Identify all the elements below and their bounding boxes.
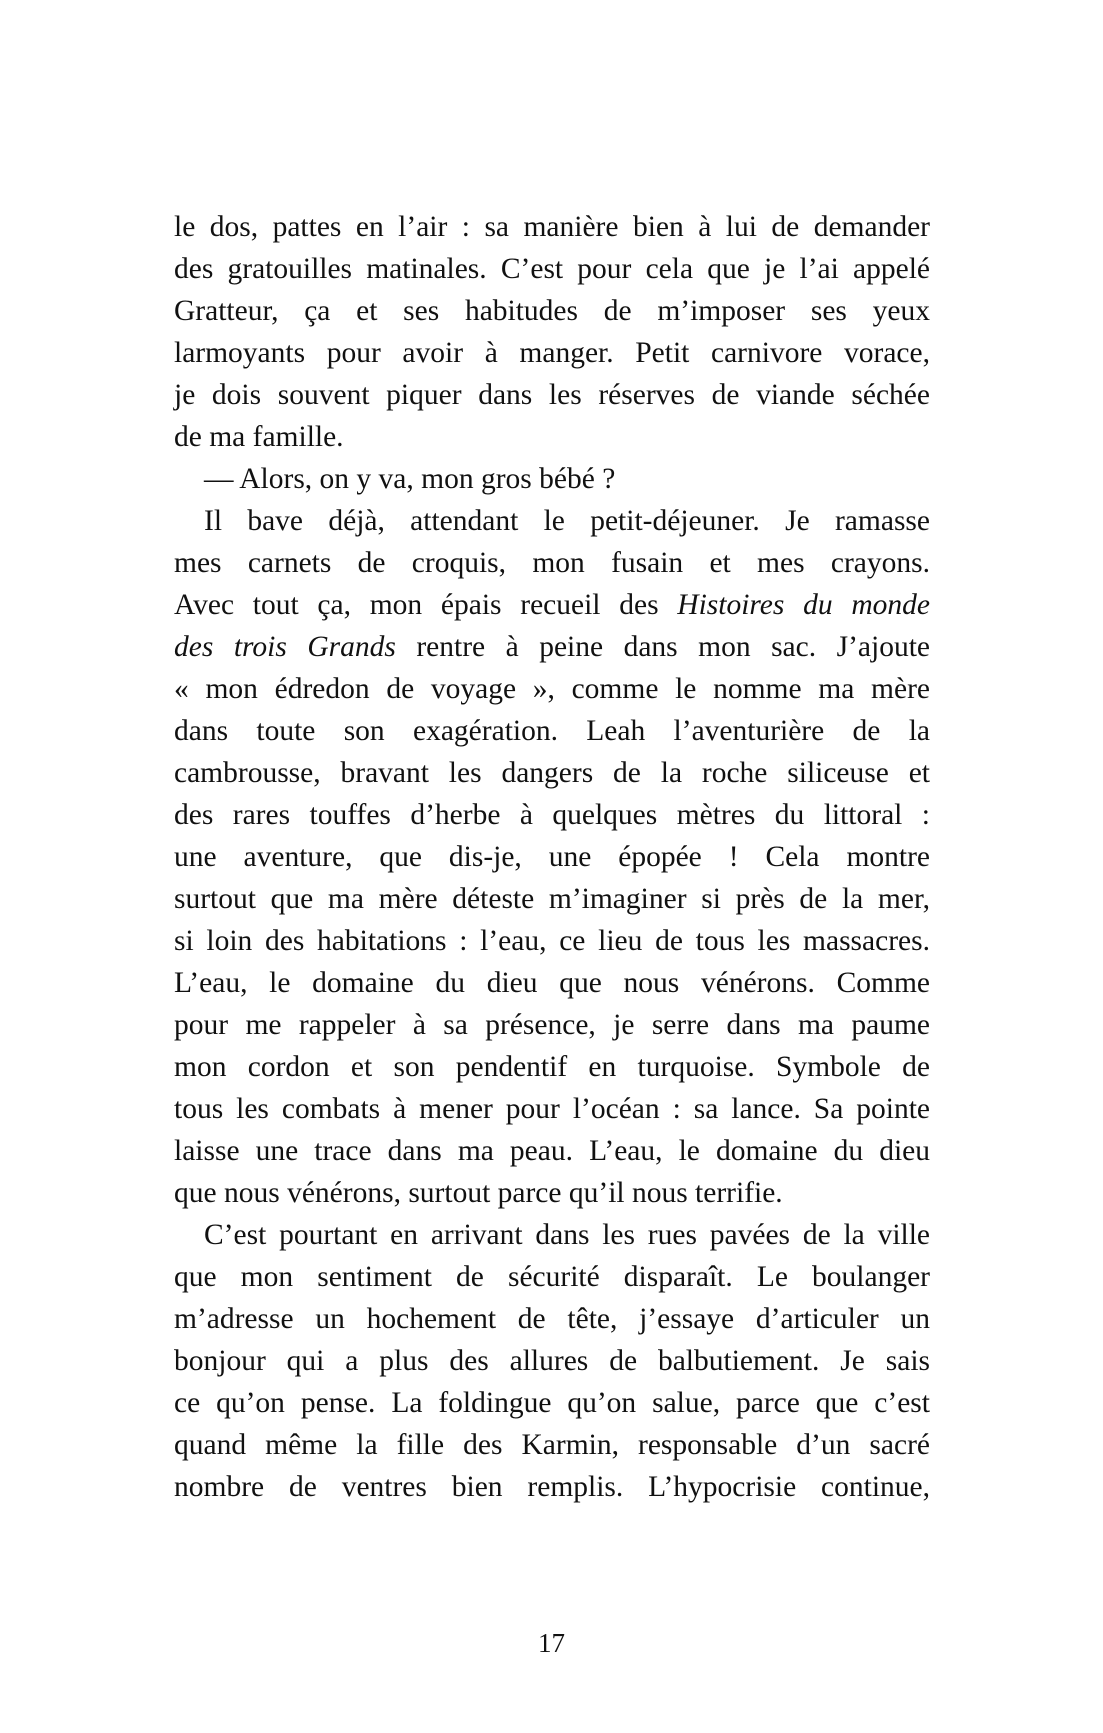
text-line: pour me rappeler à sa présence, je serre dans ma paume (174, 1009, 930, 1041)
body-text (174, 206, 930, 1508)
text-line: que mon sentiment de sécurité disparaît. Le boulanger (174, 1261, 930, 1293)
text-line: laisse une trace dans ma peau. L’eau, le domaine du dieu (174, 1135, 930, 1167)
text-line: tous les combats à mener pour l’océan : sa lance. Sa pointe (174, 1093, 930, 1125)
text-line: mes carnets de croquis, mon fusain et mes crayons. (174, 547, 930, 579)
book-title-fragment: Histoires du monde (677, 589, 930, 621)
dialogue-line: — Alors, on y va, mon gros bébé ? (204, 463, 616, 495)
text-line: Gratteur, ça et ses habitudes de m’imposer ses yeux (174, 295, 930, 327)
text-line: surtout que ma mère déteste m’imaginer si près de la mer, (174, 883, 930, 915)
text-line: que nous vénérons, surtout parce qu’il nous terrifie. (174, 1177, 783, 1209)
text-line: Il bave déjà, attendant le petit-déjeuner. Je ramasse (204, 505, 930, 537)
text-line: bonjour qui a plus des allures de balbutiement. Je sais (174, 1345, 930, 1377)
page-number: 17 (538, 1628, 565, 1658)
text-line: dans toute son exagération. Leah l’aventurière de la (174, 715, 930, 747)
text-line: des rares touffes d’herbe à quelques mètres du littoral : (174, 799, 930, 831)
text-line: le dos, pattes en l’air : sa manière bien à lui de demander (174, 211, 930, 243)
text-fragment: rentre à peine dans mon sac. J’ajoute (395, 631, 930, 663)
text-line: si loin des habitations : l’eau, ce lieu de tous les massacres. (174, 925, 930, 957)
text-line-with-title (174, 584, 930, 626)
text-line: larmoyants pour avoir à manger. Petit carnivore vorace, (174, 337, 930, 369)
text-line: mon cordon et son pendentif en turquoise. Symbole de (174, 1051, 930, 1083)
text-line: nombre de ventres bien remplis. L’hypocrisie continue, (174, 1471, 930, 1503)
text-line: L’eau, le domaine du dieu que nous vénérons. Comme (174, 967, 930, 999)
text-line-with-title (174, 626, 930, 668)
text-line: de ma famille. (174, 421, 344, 453)
text-line: quand même la fille des Karmin, responsable d’un sacré (174, 1429, 930, 1461)
text-line: des gratouilles matinales. C’est pour cela que je l’ai appelé (174, 253, 930, 285)
text-line: C’est pourtant en arrivant dans les rues pavées de la ville (204, 1219, 930, 1251)
text-line: m’adresse un hochement de tête, j’essaye d’articuler un (174, 1303, 930, 1335)
text-fragment: Avec tout ça, mon épais recueil des (174, 589, 678, 621)
text-line: ce qu’on pense. La foldingue qu’on salue, parce que c’est (174, 1387, 930, 1419)
text-line: une aventure, que dis-je, une épopée ! Cela montre (174, 841, 930, 873)
book-title-fragment: des trois Grands (174, 631, 396, 663)
text-line: « mon édredon de voyage », comme le nomme ma mère (174, 673, 930, 705)
text-line: je dois souvent piquer dans les réserves de viande séchée (174, 379, 930, 411)
text-line: cambrousse, bravant les dangers de la roche siliceuse et (174, 757, 930, 789)
